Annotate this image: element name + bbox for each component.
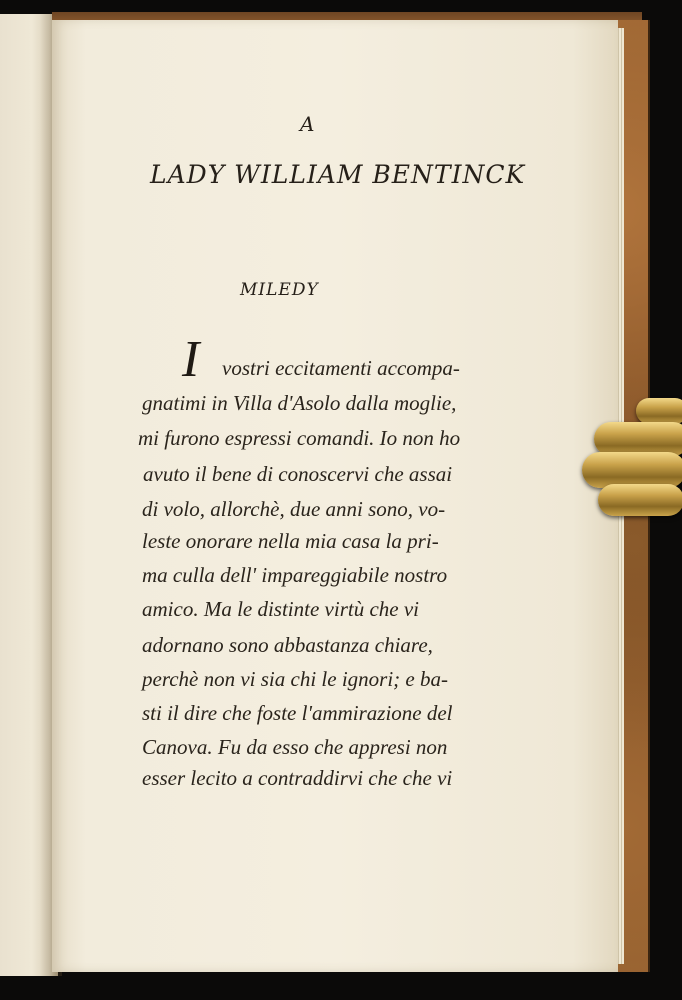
brass-clip-top — [636, 398, 682, 424]
heading-prefix: A — [300, 112, 316, 136]
text-line-5: di volo, allorchè, due anni sono, vo- — [142, 497, 446, 521]
text-line-9: adornano sono abbastanza chiare, — [142, 633, 433, 657]
brass-clip-arm-3 — [598, 484, 682, 516]
drop-cap: I — [182, 331, 200, 388]
text-line-8: amico. Ma le distinte virtù che vi — [142, 597, 420, 621]
heading-dedicatee: LADY WILLIAM BENTINCK — [150, 160, 526, 189]
brass-clip-arm-2 — [582, 452, 682, 488]
text-line-3: mi furono espressi comandi. Io non ho — [138, 426, 461, 450]
text-line-7: ma culla dell' impareggiabile nostro — [142, 563, 448, 587]
salutation: MILEDY — [240, 280, 319, 300]
text-line-12: Canova. Fu da esso che appresi non — [142, 735, 448, 759]
text-line-1: vostri eccitamenti accompa- — [222, 356, 460, 380]
brass-clip-arm-1 — [594, 422, 682, 456]
text-line-11: sti il dire che foste l'ammirazione del — [142, 701, 453, 725]
text-line-4: avuto il bene di conoscervi che assai — [143, 462, 453, 486]
text-line-13: esser lecito a contraddirvi che che vi — [142, 766, 453, 790]
text-line-10: perchè non vi sia chi le ignori; e ba- — [142, 667, 448, 691]
text-line-2: gnatimi in Villa d'Asolo dalla moglie, — [142, 391, 457, 415]
text-line-6: leste onorare nella mia casa la pri- — [142, 529, 439, 553]
